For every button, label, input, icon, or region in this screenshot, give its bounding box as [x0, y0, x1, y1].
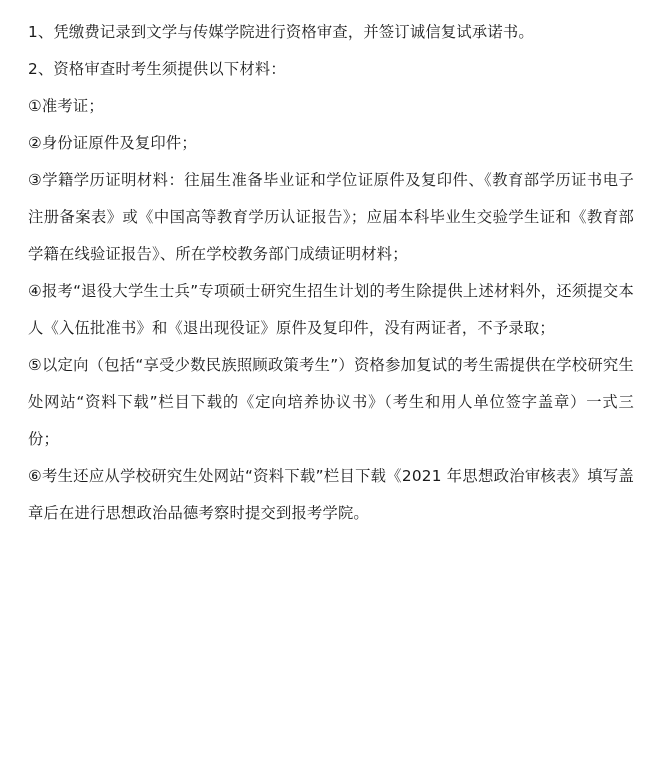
paragraph-item-2: ②身份证原件及复印件；	[28, 134, 197, 152]
paragraph-item-5: ⑤以定向（包括“享受少数民族照顾政策考生”）资格参加复试的考生需提供在学校研究生处网站“资料下载”栏目下载的《定向培养协议书》（考生和用人单位签字盖章）一式三份；	[28, 356, 634, 448]
paragraph-item-4: ④报考“退役大学生士兵”专项硕士研究生招生计划的考生除提供上述材料外，还须提交本人《入伍批准书》和《退出现役证》原件及复印件，没有两证者，不予录取；	[28, 282, 634, 337]
paragraph-1: 1、凭缴费记录到文学与传媒学院进行资格审查，并签订诚信复试承诺书。	[28, 23, 534, 41]
paragraph-item-3: ③学籍学历证明材料：往届生准备毕业证和学位证原件及复印件、《教育部学历证书电子注册备案表》或《中国高等教育学历认证报告》；应届本科毕业生交验学生证和《教育部学籍在线验证报告》、所在学校教务部门成绩证明材料；	[28, 171, 634, 263]
paragraph-2: 2、资格审查时考生须提供以下材料：	[28, 60, 286, 78]
paragraph-item-6: ⑥考生还应从学校研究生处网站“资料下载”栏目下载《2021 年思想政治审核表》填写盖章后在进行思想政治品德考察时提交到报考学院。	[28, 467, 634, 522]
paragraph-item-1: ①准考证；	[28, 97, 104, 115]
